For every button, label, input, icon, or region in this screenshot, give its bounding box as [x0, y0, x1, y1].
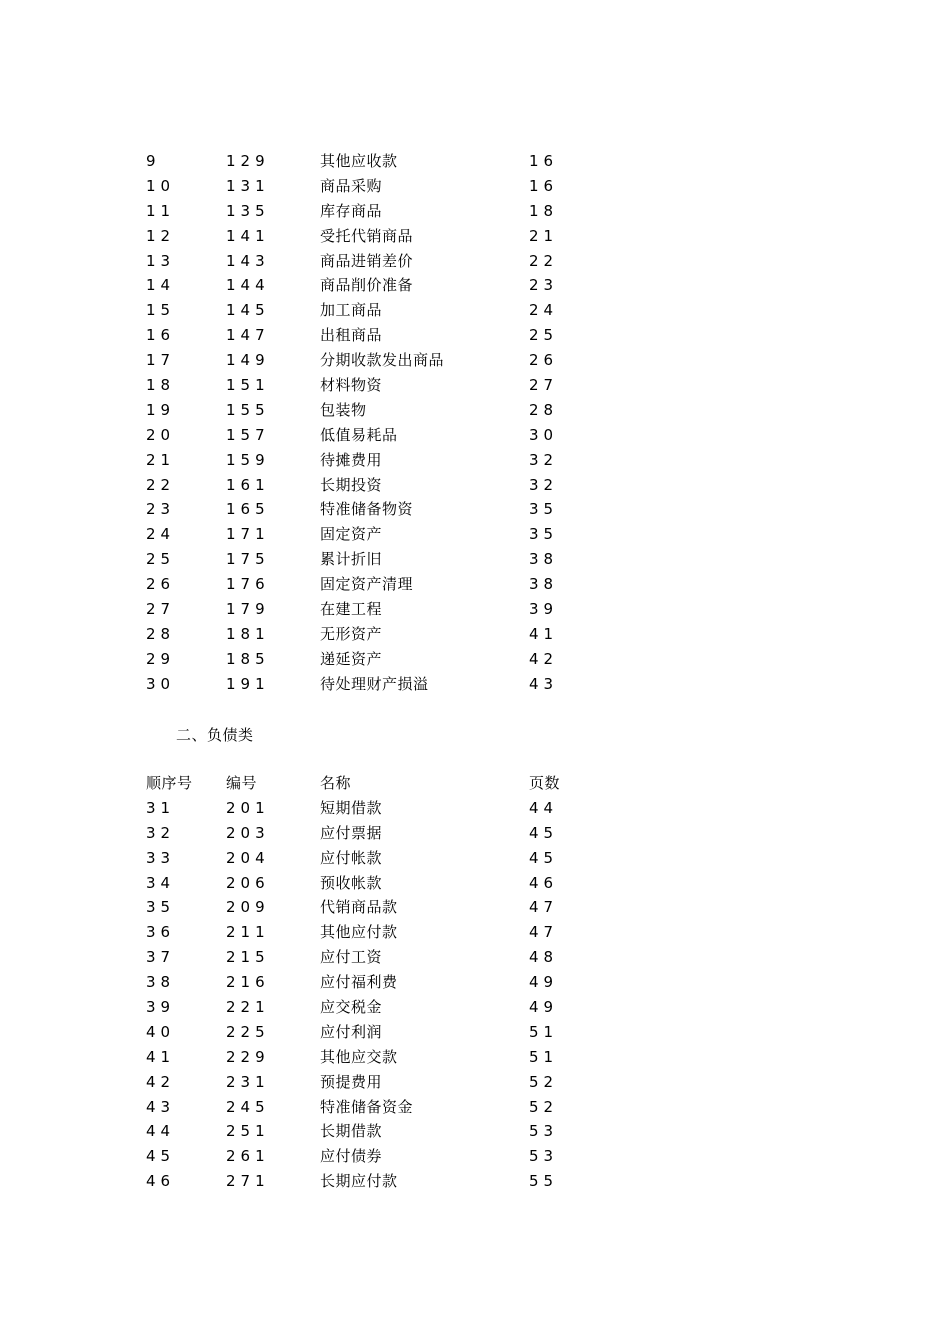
- table-row: [0, 597, 950, 622]
- table-row: [0, 1119, 950, 1144]
- account-name: 长期应付款: [320, 1172, 398, 1191]
- table-row: [0, 473, 950, 498]
- table-row: [0, 1169, 950, 1194]
- account-name: 待摊费用: [320, 450, 383, 469]
- account-code: 215: [226, 948, 270, 967]
- account-code: 225: [226, 1022, 270, 1041]
- account-code: 251: [226, 1122, 270, 1141]
- account-name: 其他应收款: [320, 152, 398, 170]
- account-code: 201: [226, 798, 270, 817]
- sequence-number: 9: [146, 152, 161, 170]
- sequence-number: 10: [146, 176, 176, 195]
- liabilities-section-heading: 二、负债类: [176, 726, 254, 744]
- sequence-number: 19: [146, 400, 176, 419]
- account-code: 155: [226, 400, 270, 419]
- page-number: 24: [529, 301, 559, 320]
- account-code: 181: [226, 624, 270, 643]
- page-number: 30: [529, 425, 559, 444]
- account-name: 长期投资: [320, 475, 383, 494]
- table-row: [0, 423, 950, 448]
- liabilities-accounts-table: [0, 771, 950, 1194]
- table-header-row: [0, 771, 950, 796]
- sequence-number: 32: [146, 823, 176, 842]
- account-name: 固定资产: [320, 525, 383, 544]
- account-name: 其他应付款: [320, 923, 398, 942]
- table-row: [0, 522, 950, 547]
- account-name: 出租商品: [320, 326, 383, 345]
- page-number: 26: [529, 351, 559, 370]
- page-number: 53: [529, 1122, 559, 1141]
- page-number: 45: [529, 848, 559, 867]
- table-row: [0, 995, 950, 1020]
- page-number: 42: [529, 649, 559, 668]
- table-row: [0, 249, 950, 274]
- column-header-seq: 顺序号: [146, 774, 193, 792]
- account-code: 141: [226, 226, 270, 245]
- account-name: 低值易耗品: [320, 425, 398, 444]
- sequence-number: 14: [146, 276, 176, 295]
- table-row: [0, 945, 950, 970]
- page-number: 51: [529, 1022, 559, 1041]
- table-row: [0, 846, 950, 871]
- account-name: 预提费用: [320, 1072, 383, 1091]
- page-number: 44: [529, 798, 559, 817]
- account-code: 151: [226, 376, 270, 395]
- page-number: 16: [529, 152, 559, 170]
- account-name: 短期借款: [320, 798, 383, 817]
- sequence-number: 43: [146, 1097, 176, 1116]
- page-number: 16: [529, 176, 559, 195]
- account-code: 179: [226, 600, 270, 619]
- page-number: 48: [529, 948, 559, 967]
- table-row: [0, 174, 950, 199]
- sequence-number: 11: [146, 201, 176, 220]
- account-name: 材料物资: [320, 376, 383, 395]
- table-row: [0, 1144, 950, 1169]
- account-code: 159: [226, 450, 270, 469]
- account-code: 229: [226, 1047, 270, 1066]
- column-header-page: 页数: [529, 774, 561, 792]
- sequence-number: 26: [146, 575, 176, 594]
- sequence-number: 34: [146, 873, 176, 892]
- table-row: [0, 273, 950, 298]
- page-number: 35: [529, 500, 559, 519]
- account-name: 商品采购: [320, 176, 383, 195]
- account-code: 144: [226, 276, 270, 295]
- sequence-number: 40: [146, 1022, 176, 1041]
- sequence-number: 38: [146, 973, 176, 992]
- page-number: 32: [529, 450, 559, 469]
- table-row: [0, 298, 950, 323]
- account-code: 211: [226, 923, 270, 942]
- sequence-number: 30: [146, 674, 176, 693]
- account-code: 216: [226, 973, 270, 992]
- account-code: 147: [226, 326, 270, 345]
- sequence-number: 17: [146, 351, 176, 370]
- account-name: 其他应交款: [320, 1047, 398, 1066]
- account-code: 171: [226, 525, 270, 544]
- page-number: 46: [529, 873, 559, 892]
- account-name: 应交税金: [320, 998, 383, 1017]
- sequence-number: 22: [146, 475, 176, 494]
- account-name: 应付票据: [320, 823, 383, 842]
- account-name: 累计折旧: [320, 550, 383, 569]
- account-name: 应付工资: [320, 948, 383, 967]
- page-number: 45: [529, 823, 559, 842]
- table-row: [0, 497, 950, 522]
- table-row: [0, 224, 950, 249]
- account-name: 包装物: [320, 400, 367, 419]
- account-name: 分期收款发出商品: [320, 351, 445, 370]
- sequence-number: 27: [146, 600, 176, 619]
- table-row: [0, 920, 950, 945]
- page-number: 22: [529, 251, 559, 270]
- page-number: 25: [529, 326, 559, 345]
- page-number: 27: [529, 376, 559, 395]
- account-code: 129: [226, 152, 270, 170]
- page-number: 47: [529, 923, 559, 942]
- sequence-number: 25: [146, 550, 176, 569]
- page-number: 28: [529, 400, 559, 419]
- account-code: 175: [226, 550, 270, 569]
- sequence-number: 12: [146, 226, 176, 245]
- table-row: [0, 398, 950, 423]
- sequence-number: 31: [146, 798, 176, 817]
- table-row: [0, 647, 950, 672]
- account-name: 库存商品: [320, 201, 383, 220]
- sequence-number: 36: [146, 923, 176, 942]
- sequence-number: 39: [146, 998, 176, 1017]
- sequence-number: 21: [146, 450, 176, 469]
- sequence-number: 16: [146, 326, 176, 345]
- account-code: 231: [226, 1072, 270, 1091]
- account-name: 应付债券: [320, 1147, 383, 1166]
- page-number: 52: [529, 1097, 559, 1116]
- sequence-number: 37: [146, 948, 176, 967]
- page-number: 18: [529, 201, 559, 220]
- sequence-number: 42: [146, 1072, 176, 1091]
- table-row: [0, 323, 950, 348]
- table-row: [0, 821, 950, 846]
- page-number: 53: [529, 1147, 559, 1166]
- page-number: 49: [529, 998, 559, 1017]
- account-code: 206: [226, 873, 270, 892]
- account-name: 在建工程: [320, 600, 383, 619]
- page-number: 38: [529, 575, 559, 594]
- account-name: 长期借款: [320, 1122, 383, 1141]
- account-code: 209: [226, 898, 270, 917]
- account-code: 176: [226, 575, 270, 594]
- account-code: 131: [226, 176, 270, 195]
- account-name: 待处理财产损溢: [320, 674, 429, 693]
- sequence-number: 15: [146, 301, 176, 320]
- account-name: 固定资产清理: [320, 575, 414, 594]
- table-row: [0, 572, 950, 597]
- table-row: [0, 1020, 950, 1045]
- page-number: 49: [529, 973, 559, 992]
- table-row: [0, 149, 950, 174]
- account-code: 271: [226, 1172, 270, 1191]
- account-name: 应付福利费: [320, 973, 398, 992]
- account-code: 135: [226, 201, 270, 220]
- page-number: 55: [529, 1172, 559, 1191]
- account-name: 特准储备物资: [320, 500, 414, 519]
- column-header-name: 名称: [320, 774, 352, 792]
- table-row: [0, 871, 950, 896]
- table-row: [0, 895, 950, 920]
- assets-accounts-table: [0, 149, 950, 697]
- account-code: 261: [226, 1147, 270, 1166]
- table-row: [0, 547, 950, 572]
- sequence-number: 45: [146, 1147, 176, 1166]
- sequence-number: 35: [146, 898, 176, 917]
- table-row: [0, 1070, 950, 1095]
- table-row: [0, 1095, 950, 1120]
- account-code: 245: [226, 1097, 270, 1116]
- sequence-number: 41: [146, 1047, 176, 1066]
- page-number: 23: [529, 276, 559, 295]
- account-name: 无形资产: [320, 624, 383, 643]
- account-name: 递延资产: [320, 649, 383, 668]
- page-number: 41: [529, 624, 559, 643]
- page-number: 51: [529, 1047, 559, 1066]
- account-name: 受托代销商品: [320, 226, 414, 245]
- column-header-code: 编号: [226, 774, 258, 792]
- sequence-number: 20: [146, 425, 176, 444]
- account-name: 应付利润: [320, 1022, 383, 1041]
- table-row: [0, 796, 950, 821]
- sequence-number: 13: [146, 251, 176, 270]
- page-number: 52: [529, 1072, 559, 1091]
- sequence-number: 29: [146, 649, 176, 668]
- table-row: [0, 622, 950, 647]
- account-name: 特准储备资金: [320, 1097, 414, 1116]
- page-number: 39: [529, 600, 559, 619]
- sequence-number: 24: [146, 525, 176, 544]
- sequence-number: 46: [146, 1172, 176, 1191]
- page-number: 38: [529, 550, 559, 569]
- sequence-number: 28: [146, 624, 176, 643]
- sequence-number: 23: [146, 500, 176, 519]
- account-code: 191: [226, 674, 270, 693]
- page-number: 32: [529, 475, 559, 494]
- account-name: 商品进销差价: [320, 251, 414, 270]
- account-name: 商品削价准备: [320, 276, 414, 295]
- account-code: 157: [226, 425, 270, 444]
- account-name: 代销商品款: [320, 898, 398, 917]
- account-code: 143: [226, 251, 270, 270]
- table-row: [0, 970, 950, 995]
- table-row: [0, 199, 950, 224]
- page-number: 21: [529, 226, 559, 245]
- page-number: 43: [529, 674, 559, 693]
- account-code: 145: [226, 301, 270, 320]
- account-code: 221: [226, 998, 270, 1017]
- account-code: 185: [226, 649, 270, 668]
- account-name: 应付帐款: [320, 848, 383, 867]
- table-row: [0, 373, 950, 398]
- account-code: 149: [226, 351, 270, 370]
- account-code: 165: [226, 500, 270, 519]
- table-row: [0, 348, 950, 373]
- table-row: [0, 672, 950, 697]
- account-code: 204: [226, 848, 270, 867]
- page-number: 47: [529, 898, 559, 917]
- account-name: 预收帐款: [320, 873, 383, 892]
- page-number: 35: [529, 525, 559, 544]
- account-code: 203: [226, 823, 270, 842]
- sequence-number: 44: [146, 1122, 176, 1141]
- account-code: 161: [226, 475, 270, 494]
- table-row: [0, 448, 950, 473]
- account-name: 加工商品: [320, 301, 383, 320]
- table-row: [0, 1045, 950, 1070]
- sequence-number: 33: [146, 848, 176, 867]
- sequence-number: 18: [146, 376, 176, 395]
